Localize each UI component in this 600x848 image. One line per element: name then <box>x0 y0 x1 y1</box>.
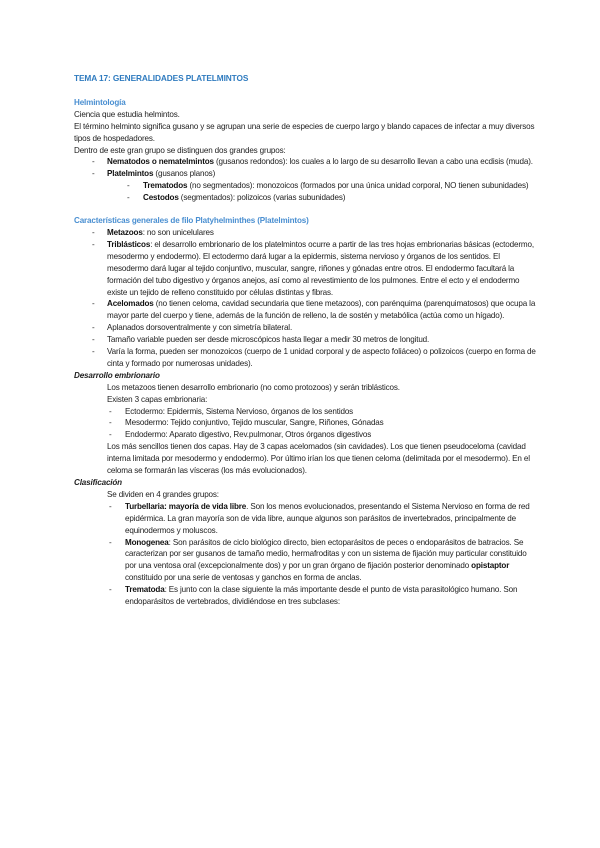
paragraph: Los metazoos tienen desarrollo embrionario (no como protozoos) y serán triblásticos. <box>107 382 400 392</box>
list-item <box>74 227 536 239</box>
item-text: (no segmentados): monozoicos (formados por una única unidad corporal, NO tienen subunidades) <box>187 181 529 191</box>
item-text: constituido por una serie de ventosas y ganchos en forma de anclas. <box>125 573 362 583</box>
bold-term: Platelmintos <box>107 169 154 179</box>
item-text: (gusanos redondos): los cuales a lo largo de su desarrollo llevan a cabo una ecdisis (muda). <box>213 157 533 167</box>
bold-term: Trematodos <box>143 181 188 191</box>
item-text: (segmentados): polizoicos (varias subunidades) <box>178 193 346 203</box>
item-text: Aplanados dorsoventralmente y con simetría bilateral. <box>107 323 293 333</box>
list-item <box>74 501 536 537</box>
list-item <box>74 322 536 334</box>
list-item <box>74 192 536 204</box>
bold-term: Triblásticos <box>107 239 151 249</box>
paragraph: Se dividen en 4 grandes grupos: <box>107 489 219 499</box>
list-item <box>74 417 536 429</box>
document-content <box>74 73 536 608</box>
item-text: : Son parásitos de ciclo biológico directo, bien ectoparásitos de peces o endoparásitos de batracios. Se caracterizan por ser gusanos de tamaño medio, hermafroditas y con un sistema de fijación muy particular constituido por una ventosa oral (excepcionalmente dos) y por un gran órgano de fijación posterior denominado <box>125 537 527 571</box>
section-heading-helmintologia: Helmintología <box>74 97 126 107</box>
paragraph: Los más sencillos tienen dos capas. Hay de 3 capas acelomados (sin cavidades). Los que tienen pseudoceloma (cavidad interna limitada por mesodermo y endodermo). Por último irían los que tienen celoma (delimitada por el mesodermo). En el celoma se formarán las vísceras (los más evolucionados). <box>107 442 530 476</box>
paragraph: Dentro de este gran grupo se distinguen dos grandes grupos: <box>74 145 286 155</box>
item-text: : el desarrollo embrionario de los platelmintos ocurre a partir de las tres hojas embrionarias básicas (ectodermo, mesodermo y endodermo). El ectodermo dará lugar a la epidermis, sistema nervioso y órganos de los sentidos. El mesodermo dará lugar al tejido conjuntivo, muscular, sangre, riñones y gónadas entre otros. El endodermo facultará la formación del tubo digestivo y órganos anejos, así como al revestimiento de los pulmones. Entre el ecto y el endodermo existe un tejido de relleno constituido por células distintas y fibras. <box>107 239 534 297</box>
bold-term: Turbellaria: mayoría de vida libre <box>125 501 247 511</box>
bold-term: Acelomados <box>107 299 154 309</box>
list-item <box>74 156 536 168</box>
subsection-heading-clasificacion: Clasificación <box>74 478 122 487</box>
bullet-list <box>74 156 536 180</box>
bold-term: Nematodos o nematelmintos <box>107 157 214 167</box>
sub-bullet-list <box>74 180 536 204</box>
bold-term: Cestodos <box>143 193 179 203</box>
list-item <box>74 406 536 418</box>
item-text: : no son unicelulares <box>142 227 214 237</box>
bullet-list <box>74 501 536 608</box>
list-item <box>74 334 536 346</box>
section-heading-caracteristicas: Características generales de filo Platyhelminthes (Platelmintos) <box>74 216 309 226</box>
paragraph: Existen 3 capas embrionaria: <box>107 394 208 404</box>
list-item <box>74 180 536 192</box>
item-text: Mesodermo: Tejido conjuntivo, Tejido muscular, Sangre, Riñones, Gónadas <box>125 418 384 428</box>
item-text: (no tienen celoma, cavidad secundaria que tiene metazoos), con parénquima (parenquimatosos) que ocupa la mayor parte del cuerpo y tiene, además de la función de relleno, la de sostén y metabólica (actúa como un hígado). <box>107 299 536 321</box>
list-item <box>74 429 536 441</box>
list-item <box>74 584 536 608</box>
item-text: . Son los menos evolucionados, presentando el Sistema Nervioso en forma de red epidérmica. La gran mayoría son de vida libre, aunque algunos son parásitos de invertebrados, principalmente de equinodermos y moluscos. <box>125 501 530 535</box>
list-item <box>74 239 536 299</box>
bold-term: opistaptor <box>471 561 510 571</box>
item-text: Varía la forma, pueden ser monozoicos (cuerpo de 1 unidad corporal y de aspecto foliáceo) o polizoicos (cuerpo en forma de cinta y formado por numerosas unidades). <box>107 347 536 368</box>
list-item <box>74 537 536 585</box>
list-item <box>74 346 536 370</box>
list-item <box>74 298 536 322</box>
bullet-list <box>74 227 536 370</box>
paragraph: Ciencia que estudia helmintos. <box>74 109 180 119</box>
item-text: : Es junto con la clase siguiente la más importante desde el punto de vista parasitológico humano. Son endoparásitos de vertebrados, dividiéndose en tres subclases: <box>125 585 518 607</box>
bullet-list <box>74 406 536 442</box>
subsection-heading-desarrollo: Desarrollo embrionario <box>74 370 160 380</box>
bold-term: Metazoos <box>107 227 143 237</box>
item-text: Endodermo: Aparato digestivo, Rev.pulmonar, Otros órganos digestivos <box>125 430 372 440</box>
bold-term: Trematoda <box>125 585 165 595</box>
bold-term: Monogenea <box>125 537 169 547</box>
paragraph: El término helminto significa gusano y se agrupan una serie de especies de cuerpo largo y blando capaces de infectar a muy diversos tipos de hospedadores. <box>74 121 535 143</box>
item-text: Tamaño variable pueden ser desde microscópicos hasta llegar a medir 30 metros de longitud. <box>107 335 430 345</box>
item-text: (gusanos planos) <box>153 169 216 179</box>
page-title: TEMA 17: GENERALIDADES PLATELMINTOS <box>74 73 249 83</box>
item-text: Ectodermo: Epidermis, Sistema Nervioso, órganos de los sentidos <box>125 406 354 416</box>
list-item <box>74 168 536 180</box>
